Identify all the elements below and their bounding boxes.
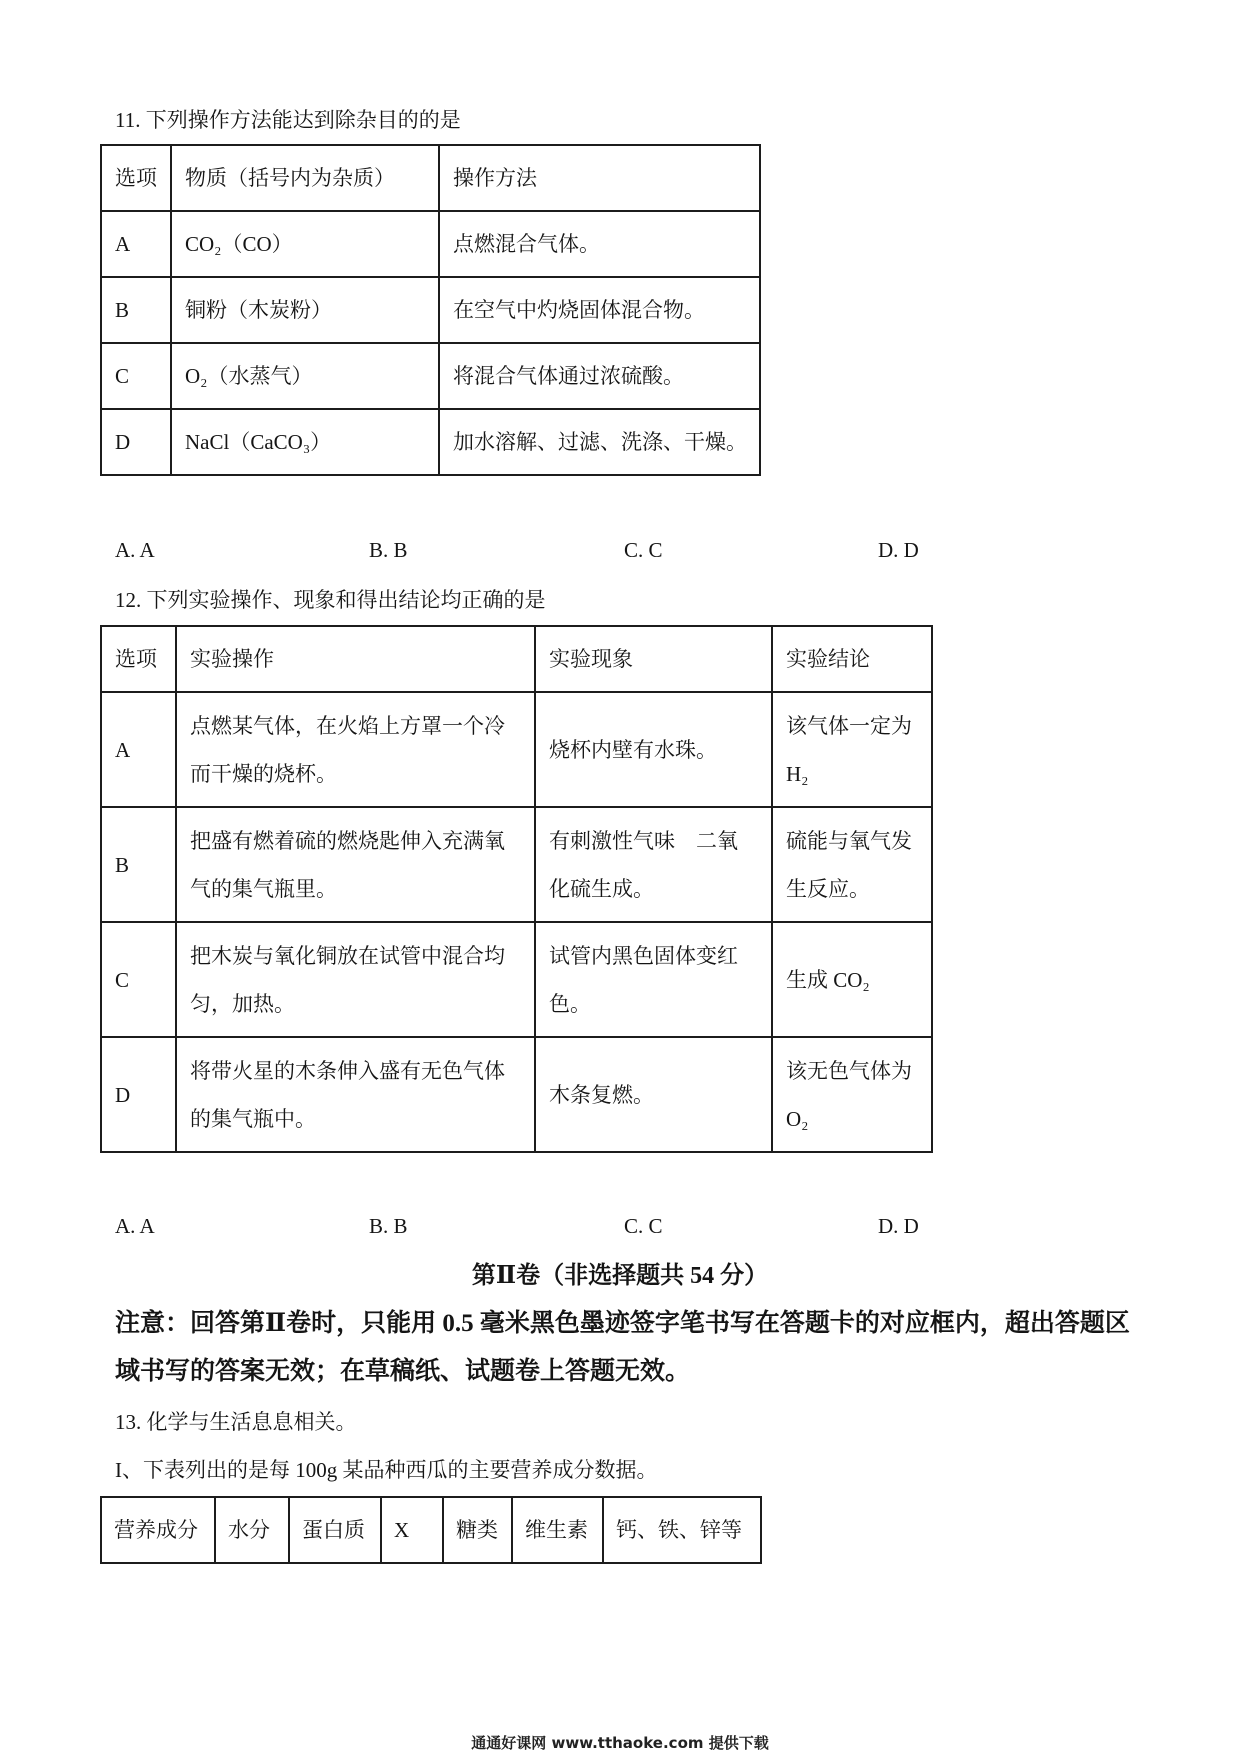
option-cell: D <box>101 1037 176 1152</box>
table-row <box>101 922 932 1037</box>
question-11-choice-a: A. A <box>115 538 155 562</box>
question-11-choice-c: C. C <box>624 538 663 562</box>
option-cell: A <box>101 211 171 277</box>
method-cell: 点燃混合气体。 <box>439 211 760 277</box>
option-cell: B <box>101 807 176 922</box>
table-header-row <box>101 626 932 692</box>
header-cell: 选项 <box>101 626 176 692</box>
table-cell: 维生素 <box>512 1497 603 1563</box>
phenomenon-cell: 木条复燃。 <box>535 1037 772 1152</box>
notice-line: 域书写的答案无效；在草稿纸、试题卷上答题无效。 <box>115 1358 691 1385</box>
header-cell: 物质（括号内为杂质） <box>171 145 439 211</box>
question-11-choice-b: B. B <box>369 538 408 562</box>
question-12-choice-c: C. C <box>624 1214 663 1238</box>
table-row <box>101 1037 932 1152</box>
notice-line: 注意：回答第Ⅱ卷时，只能用 0.5 毫米黑色墨迹签字笔书写在答题卡的对应框内，超出答题区 <box>115 1310 1130 1337</box>
question-11-choice-d: D. D <box>878 538 919 562</box>
question-13-part-i: I、下表列出的是每 100g 某品种西瓜的主要营养成分数据。 <box>115 1458 658 1482</box>
substance-cell: NaCl（CaCO₃） <box>171 409 439 475</box>
question-12-table <box>100 625 933 1153</box>
method-cell: 加水溶解、过滤、洗涤、干燥。 <box>439 409 760 475</box>
question-11-stem: 11. 下列操作方法能达到除杂目的的是 <box>115 108 461 132</box>
method-cell: 在空气中灼烧固体混合物。 <box>439 277 760 343</box>
conclusion-cell: 该无色气体为O₂ <box>772 1037 932 1152</box>
question-12-choice-a: A. A <box>115 1214 155 1238</box>
operation-cell: 点燃某气体，在火焰上方罩一个冷而干燥的烧杯。 <box>176 692 535 807</box>
option-cell: C <box>101 343 171 409</box>
table-row <box>101 409 760 475</box>
conclusion-cell: 生成 CO₂ <box>772 922 932 1037</box>
option-cell: C <box>101 922 176 1037</box>
part-two-title: 第Ⅱ卷（非选择题共 54 分） <box>471 1263 769 1289</box>
phenomenon-cell: 试管内黑色固体变红色。 <box>535 922 772 1037</box>
table-cell: 糖类 <box>443 1497 512 1563</box>
question-12-choice-d: D. D <box>878 1214 919 1238</box>
phenomenon-cell: 有刺激性气味 二氧化硫生成。 <box>535 807 772 922</box>
table-row <box>101 343 760 409</box>
phenomenon-cell: 烧杯内壁有水珠。 <box>535 692 772 807</box>
header-cell: 实验现象 <box>535 626 772 692</box>
operation-cell: 把盛有燃着硫的燃烧匙伸入充满氧气的集气瓶里。 <box>176 807 535 922</box>
conclusion-cell: 硫能与氧气发生反应。 <box>772 807 932 922</box>
table-row <box>101 1497 761 1563</box>
substance-cell: CO₂（CO） <box>171 211 439 277</box>
substance-cell: O₂（水蒸气） <box>171 343 439 409</box>
header-cell: 实验操作 <box>176 626 535 692</box>
question-12-stem: 12. 下列实验操作、现象和得出结论均正确的是 <box>115 588 546 612</box>
question-13-stem: 13. 化学与生活息息相关。 <box>115 1410 357 1434</box>
table-row <box>101 277 760 343</box>
conclusion-cell: 该气体一定为H₂ <box>772 692 932 807</box>
table-cell: 蛋白质 <box>289 1497 381 1563</box>
operation-cell: 把木炭与氧化铜放在试管中混合均匀，加热。 <box>176 922 535 1037</box>
table-row <box>101 692 932 807</box>
header-cell: 选项 <box>101 145 171 211</box>
header-cell: 实验结论 <box>772 626 932 692</box>
table-cell: 钙、铁、锌等 <box>603 1497 761 1563</box>
method-cell: 将混合气体通过浓硫酸。 <box>439 343 760 409</box>
question-11-table <box>100 144 761 476</box>
table-row <box>101 211 760 277</box>
table-header-row <box>101 145 760 211</box>
substance-cell: 铜粉（木炭粉） <box>171 277 439 343</box>
table-row <box>101 807 932 922</box>
table-cell: 水分 <box>215 1497 289 1563</box>
option-cell: A <box>101 692 176 807</box>
option-cell: D <box>101 409 171 475</box>
operation-cell: 将带火星的木条伸入盛有无色气体的集气瓶中。 <box>176 1037 535 1152</box>
header-cell: 操作方法 <box>439 145 760 211</box>
page-footer: 通通好课网 www.tthaoke.com 提供下载 <box>471 1734 769 1752</box>
table-cell: 营养成分 <box>101 1497 215 1563</box>
question-12-choice-b: B. B <box>369 1214 408 1238</box>
table-cell: X <box>381 1497 443 1563</box>
option-cell: B <box>101 277 171 343</box>
nutrition-table <box>100 1496 762 1564</box>
